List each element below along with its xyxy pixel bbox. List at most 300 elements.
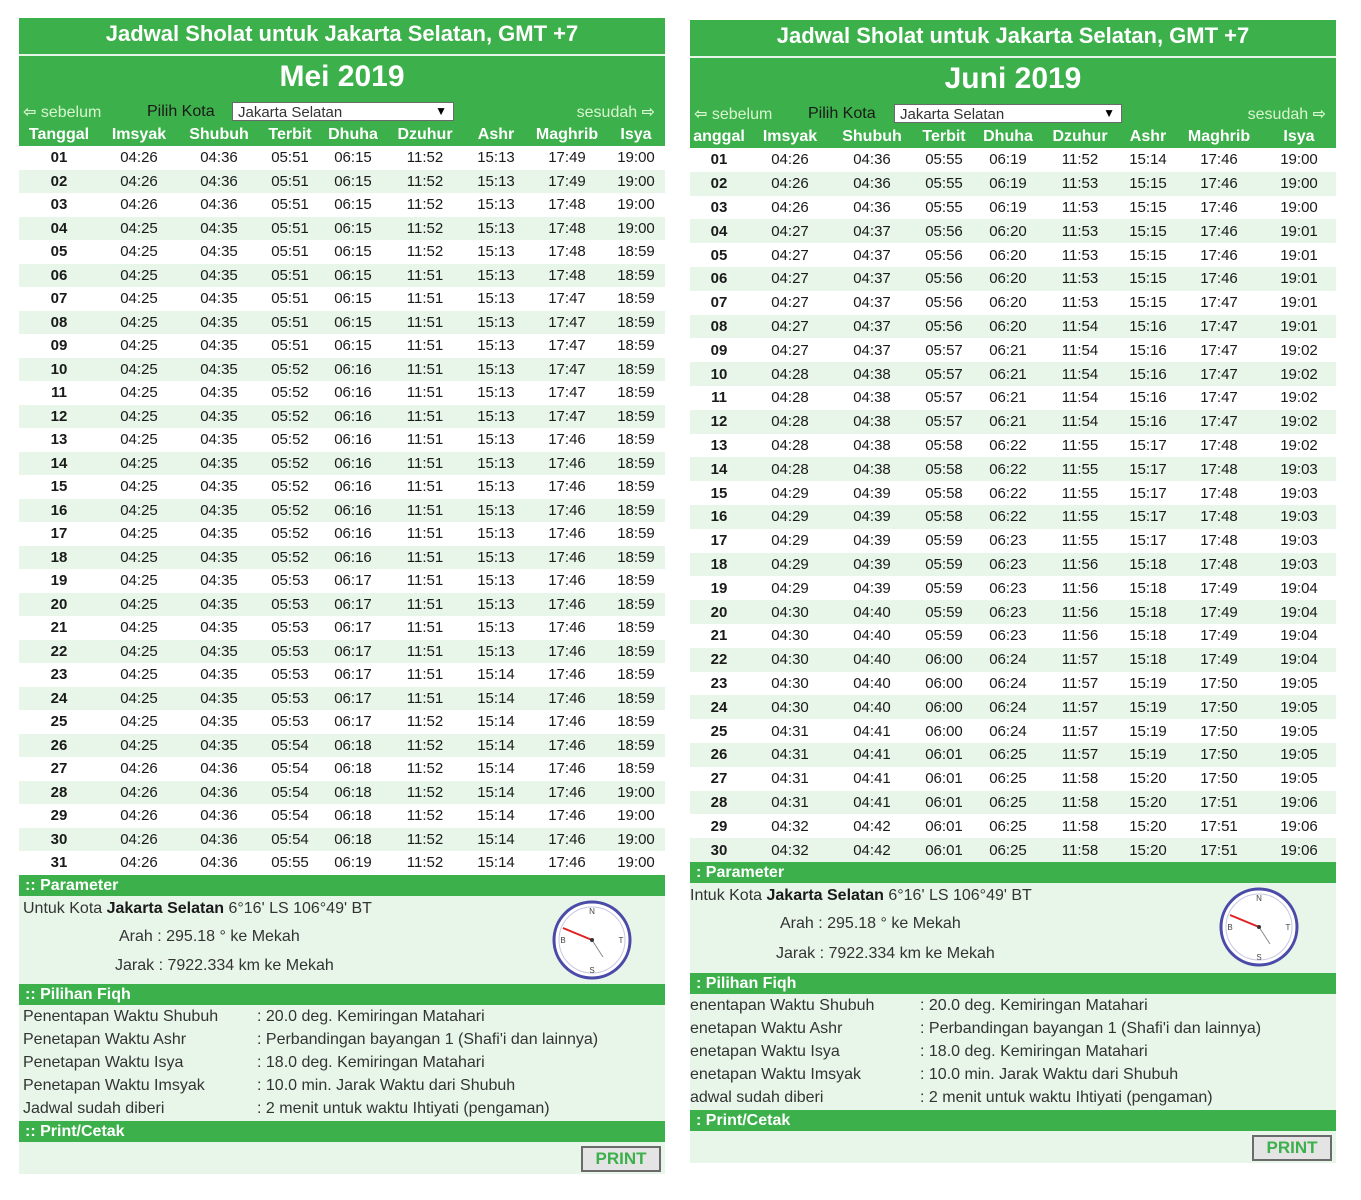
time-cell: 19:00	[1262, 148, 1336, 172]
time-cell: 06:20	[976, 267, 1040, 291]
time-cell: 04:36	[179, 146, 259, 170]
time-cell: 19:02	[1262, 362, 1336, 386]
time-cell: 18:59	[607, 757, 665, 781]
table-row	[690, 315, 1336, 339]
time-cell: 15:19	[1120, 695, 1176, 719]
table-row	[690, 791, 1336, 815]
time-cell: 18:59	[607, 428, 665, 452]
time-cell: 15:19	[1120, 743, 1176, 767]
time-cell: 04:28	[748, 386, 832, 410]
time-cell: 06:25	[976, 767, 1040, 791]
time-cell: 06:21	[976, 338, 1040, 362]
time-cell: 15:14	[1120, 148, 1176, 172]
time-cell: 17:46	[527, 616, 607, 640]
time-cell: 18:59	[607, 710, 665, 734]
table-row	[19, 311, 665, 335]
time-cell: 05:51	[259, 193, 321, 217]
time-cell: 04:29	[748, 481, 832, 505]
time-cell: 19:05	[1262, 719, 1336, 743]
time-cell: 11:53	[1040, 267, 1120, 291]
time-cell: 18:59	[607, 452, 665, 476]
time-cell: 11:51	[385, 569, 465, 593]
time-cell: 06:00	[912, 648, 976, 672]
time-cell: 04:25	[99, 287, 179, 311]
time-cell: 06:15	[321, 334, 385, 358]
fiqh-row	[690, 1017, 1261, 1040]
compass-icon	[1218, 886, 1300, 968]
time-cell: 05:53	[259, 663, 321, 687]
time-cell: 04:32	[748, 838, 832, 862]
time-cell: 17:49	[1176, 600, 1262, 624]
time-cell: 15:13	[465, 616, 527, 640]
time-cell: 04:40	[832, 695, 912, 719]
time-cell: 05:51	[259, 311, 321, 335]
column-header: anggal	[690, 126, 748, 148]
time-cell: 15:20	[1120, 814, 1176, 838]
time-cell: 11:51	[385, 616, 465, 640]
fiqh-value: : 20.0 deg. Kemiringan Matahari	[920, 996, 1148, 1014]
time-cell: 18:59	[607, 475, 665, 499]
time-cell: 15:14	[465, 781, 527, 805]
column-header: Isya	[607, 124, 665, 146]
time-cell: 05:55	[259, 851, 321, 875]
time-cell: 15:20	[1120, 838, 1176, 862]
pilih-kota-label: Pilih Kota	[147, 103, 215, 120]
time-cell: 15:18	[1120, 576, 1176, 600]
print-button[interactable]: PRINT	[581, 1146, 661, 1172]
time-cell: 17:49	[1176, 576, 1262, 600]
time-cell: 04:25	[99, 240, 179, 264]
time-cell: 15:13	[465, 381, 527, 405]
time-cell: 06:15	[321, 217, 385, 241]
column-header: Terbit	[912, 126, 976, 148]
time-cell: 17:46	[527, 593, 607, 617]
fiqh-value: : Perbandingan bayangan 1 (Shafi'i dan lainnya)	[257, 1030, 599, 1048]
time-cell: 17:51	[1176, 814, 1262, 838]
time-cell: 06:16	[321, 428, 385, 452]
time-cell: 15:19	[1120, 719, 1176, 743]
column-header: Ashr	[465, 124, 527, 146]
time-cell: 06:25	[976, 838, 1040, 862]
time-cell: 15:16	[1120, 362, 1176, 386]
time-cell: 04:26	[99, 757, 179, 781]
time-cell: 18:59	[607, 358, 665, 382]
time-cell: 05:57	[912, 386, 976, 410]
qibla-direction: Arah : 295.18 ° ke Mekah	[780, 914, 961, 932]
prev-label: sebelum	[40, 104, 102, 121]
day-cell: 12	[690, 410, 748, 434]
time-cell: 04:26	[99, 828, 179, 852]
time-cell: 17:47	[527, 287, 607, 311]
fiqh-value: : 18.0 deg. Kemiringan Matahari	[920, 1042, 1148, 1060]
fiqh-row	[23, 1074, 515, 1097]
table-row	[690, 600, 1336, 624]
nav-bar	[19, 100, 665, 124]
time-cell: 04:36	[179, 851, 259, 875]
time-cell: 06:16	[321, 381, 385, 405]
time-cell: 04:28	[748, 457, 832, 481]
time-cell: 04:40	[832, 600, 912, 624]
day-cell: 25	[19, 710, 99, 734]
time-cell: 04:26	[99, 804, 179, 828]
time-cell: 04:37	[832, 243, 912, 267]
time-cell: 04:25	[99, 405, 179, 429]
day-cell: 24	[690, 695, 748, 719]
time-cell: 06:18	[321, 757, 385, 781]
day-cell: 07	[19, 287, 99, 311]
time-cell: 18:59	[607, 593, 665, 617]
table-row	[19, 146, 665, 170]
time-cell: 06:18	[321, 828, 385, 852]
svg-text:B: B	[560, 935, 566, 945]
time-cell: 17:48	[1176, 481, 1262, 505]
table-row	[690, 576, 1336, 600]
time-cell: 11:52	[385, 193, 465, 217]
table-row	[19, 240, 665, 264]
time-cell: 11:55	[1040, 434, 1120, 458]
day-cell: 27	[19, 757, 99, 781]
time-cell: 17:49	[1176, 624, 1262, 648]
time-cell: 17:46	[1176, 243, 1262, 267]
schedule-panel-juni	[690, 20, 1336, 1163]
fiqh-label: enetapan Waktu Isya	[690, 1042, 840, 1060]
time-cell: 11:56	[1040, 576, 1120, 600]
day-cell: 14	[19, 452, 99, 476]
time-cell: 04:41	[832, 719, 912, 743]
left-arrow-icon: ⇦	[694, 106, 708, 123]
time-cell: 06:18	[321, 734, 385, 758]
time-cell: 17:46	[527, 499, 607, 523]
time-cell: 19:04	[1262, 576, 1336, 600]
time-cell: 04:35	[179, 452, 259, 476]
prayer-times-table	[19, 124, 665, 875]
time-cell: 17:46	[1176, 172, 1262, 196]
table-row	[19, 452, 665, 476]
prayer-times-table	[690, 126, 1336, 862]
time-cell: 05:54	[259, 804, 321, 828]
table-row	[19, 264, 665, 288]
time-cell: 04:35	[179, 640, 259, 664]
time-cell: 19:02	[1262, 338, 1336, 362]
time-cell: 19:00	[607, 170, 665, 194]
time-cell: 17:47	[1176, 338, 1262, 362]
time-cell: 18:59	[607, 287, 665, 311]
next-month-link[interactable]	[577, 102, 655, 122]
table-row	[690, 529, 1336, 553]
time-cell: 04:35	[179, 475, 259, 499]
time-cell: 17:46	[527, 475, 607, 499]
time-cell: 06:19	[321, 851, 385, 875]
city-info	[23, 900, 372, 918]
time-cell: 15:17	[1120, 434, 1176, 458]
time-cell: 19:03	[1262, 529, 1336, 553]
day-cell: 12	[19, 405, 99, 429]
city-select[interactable]	[232, 102, 454, 121]
time-cell: 04:36	[179, 170, 259, 194]
day-cell: 11	[690, 386, 748, 410]
time-cell: 05:59	[912, 576, 976, 600]
fiqh-label: Penentapan Waktu Shubuh	[23, 1007, 219, 1025]
time-cell: 17:46	[527, 522, 607, 546]
pilih-kota-label: Pilih Kota	[808, 105, 876, 122]
day-cell: 26	[19, 734, 99, 758]
time-cell: 05:52	[259, 522, 321, 546]
time-cell: 15:13	[465, 240, 527, 264]
time-cell: 11:57	[1040, 672, 1120, 696]
day-cell: 23	[19, 663, 99, 687]
time-cell: 04:25	[99, 546, 179, 570]
table-row	[690, 814, 1336, 838]
time-cell: 17:48	[1176, 457, 1262, 481]
time-cell: 18:59	[607, 522, 665, 546]
time-cell: 05:52	[259, 475, 321, 499]
time-cell: 11:54	[1040, 410, 1120, 434]
time-cell: 11:53	[1040, 243, 1120, 267]
time-cell: 05:59	[912, 624, 976, 648]
time-cell: 15:18	[1120, 648, 1176, 672]
day-cell: 13	[19, 428, 99, 452]
time-cell: 19:00	[607, 828, 665, 852]
table-row	[690, 196, 1336, 220]
prev-month-link[interactable]	[694, 104, 772, 124]
prev-month-link[interactable]	[23, 102, 101, 122]
time-cell: 04:32	[748, 814, 832, 838]
time-cell: 17:48	[527, 240, 607, 264]
time-cell: 11:57	[1040, 743, 1120, 767]
table-row	[690, 243, 1336, 267]
time-cell: 17:46	[527, 663, 607, 687]
time-cell: 04:25	[99, 358, 179, 382]
column-header: Isya	[1262, 126, 1336, 148]
time-cell: 04:35	[179, 240, 259, 264]
svg-text:N: N	[1256, 893, 1262, 903]
time-cell: 04:25	[99, 381, 179, 405]
day-cell: 19	[690, 576, 748, 600]
time-cell: 17:46	[527, 851, 607, 875]
time-cell: 17:48	[1176, 434, 1262, 458]
month-title: Mei 2019	[19, 56, 665, 100]
time-cell: 06:22	[976, 457, 1040, 481]
nav-bar	[690, 102, 1336, 126]
time-cell: 15:17	[1120, 529, 1176, 553]
time-cell: 06:15	[321, 170, 385, 194]
time-cell: 17:47	[527, 334, 607, 358]
day-cell: 30	[690, 838, 748, 862]
city-prefix: Intuk Kota	[690, 886, 763, 904]
time-cell: 17:48	[527, 264, 607, 288]
time-cell: 06:00	[912, 672, 976, 696]
parameter-header: : Parameter	[690, 862, 1336, 883]
time-cell: 17:46	[527, 569, 607, 593]
table-row	[19, 428, 665, 452]
time-cell: 11:57	[1040, 695, 1120, 719]
time-cell: 15:13	[465, 569, 527, 593]
table-row	[690, 434, 1336, 458]
time-cell: 05:58	[912, 457, 976, 481]
day-cell: 31	[19, 851, 99, 875]
day-cell: 01	[19, 146, 99, 170]
time-cell: 04:31	[748, 743, 832, 767]
qibla-distance: Jarak : 7922.334 km ke Mekah	[776, 944, 995, 962]
time-cell: 11:51	[385, 522, 465, 546]
time-cell: 17:46	[527, 710, 607, 734]
time-cell: 17:47	[1176, 410, 1262, 434]
print-header: : Print/Cetak	[690, 1110, 1336, 1131]
time-cell: 06:01	[912, 743, 976, 767]
time-cell: 11:52	[385, 146, 465, 170]
time-cell: 17:49	[527, 170, 607, 194]
time-cell: 15:13	[465, 405, 527, 429]
column-header: Imsyak	[99, 124, 179, 146]
time-cell: 06:23	[976, 553, 1040, 577]
time-cell: 04:27	[748, 338, 832, 362]
time-cell: 04:26	[99, 170, 179, 194]
time-cell: 04:36	[179, 193, 259, 217]
column-header: Imsyak	[748, 126, 832, 148]
fiqh-row	[23, 1097, 550, 1120]
month-title: Juni 2019	[690, 58, 1336, 102]
time-cell: 11:52	[385, 828, 465, 852]
time-cell: 18:59	[607, 264, 665, 288]
time-cell: 04:25	[99, 593, 179, 617]
time-cell: 06:15	[321, 287, 385, 311]
day-cell: 19	[19, 569, 99, 593]
time-cell: 06:16	[321, 452, 385, 476]
time-cell: 04:26	[99, 851, 179, 875]
time-cell: 17:46	[1176, 148, 1262, 172]
time-cell: 04:28	[748, 410, 832, 434]
time-cell: 04:35	[179, 428, 259, 452]
time-cell: 11:51	[385, 475, 465, 499]
time-cell: 15:17	[1120, 505, 1176, 529]
time-cell: 05:57	[912, 338, 976, 362]
dropdown-arrow-icon: ▼	[1103, 106, 1115, 120]
time-cell: 11:52	[1040, 148, 1120, 172]
right-arrow-icon: ⇨	[641, 104, 655, 121]
table-row	[690, 767, 1336, 791]
print-button[interactable]: PRINT	[1252, 1135, 1332, 1161]
time-cell: 19:00	[1262, 196, 1336, 220]
time-cell: 04:35	[179, 710, 259, 734]
time-cell: 18:59	[607, 569, 665, 593]
time-cell: 11:52	[385, 734, 465, 758]
fiqh-value: : 18.0 deg. Kemiringan Matahari	[257, 1053, 485, 1071]
time-cell: 15:13	[465, 593, 527, 617]
day-cell: 03	[19, 193, 99, 217]
table-row	[690, 457, 1336, 481]
time-cell: 04:40	[832, 624, 912, 648]
table-row	[690, 672, 1336, 696]
time-cell: 18:59	[607, 734, 665, 758]
day-cell: 24	[19, 687, 99, 711]
time-cell: 18:59	[607, 499, 665, 523]
time-cell: 19:02	[1262, 434, 1336, 458]
time-cell: 06:15	[321, 146, 385, 170]
time-cell: 11:52	[385, 851, 465, 875]
table-row	[19, 781, 665, 805]
time-cell: 17:47	[527, 405, 607, 429]
time-cell: 15:13	[465, 522, 527, 546]
time-cell: 11:54	[1040, 338, 1120, 362]
time-cell: 17:50	[1176, 743, 1262, 767]
fiqh-label: enetapan Waktu Imsyak	[690, 1065, 862, 1083]
time-cell: 04:25	[99, 616, 179, 640]
time-cell: 17:46	[527, 781, 607, 805]
time-cell: 06:23	[976, 529, 1040, 553]
time-cell: 04:39	[832, 529, 912, 553]
fiqh-label: Jadwal sudah diberi	[23, 1099, 165, 1117]
city-coords: 6°16' LS 106°49' BT	[228, 899, 372, 917]
next-month-link[interactable]	[1248, 104, 1326, 124]
time-cell: 18:59	[607, 640, 665, 664]
print-section	[19, 1142, 665, 1174]
time-cell: 15:15	[1120, 291, 1176, 315]
day-cell: 30	[19, 828, 99, 852]
time-cell: 19:06	[1262, 791, 1336, 815]
time-cell: 05:52	[259, 358, 321, 382]
time-cell: 11:58	[1040, 838, 1120, 862]
svg-text:S: S	[589, 965, 595, 975]
time-cell: 04:25	[99, 264, 179, 288]
time-cell: 19:00	[607, 781, 665, 805]
column-header: Terbit	[259, 124, 321, 146]
table-row	[690, 553, 1336, 577]
fiqh-row	[23, 1028, 598, 1051]
time-cell: 19:05	[1262, 743, 1336, 767]
time-cell: 17:46	[527, 757, 607, 781]
time-cell: 15:18	[1120, 600, 1176, 624]
time-cell: 19:06	[1262, 838, 1336, 862]
time-cell: 15:18	[1120, 624, 1176, 648]
time-cell: 06:20	[976, 243, 1040, 267]
time-cell: 04:30	[748, 648, 832, 672]
time-cell: 05:52	[259, 499, 321, 523]
time-cell: 19:03	[1262, 457, 1336, 481]
city-select[interactable]	[894, 104, 1122, 123]
table-row	[19, 499, 665, 523]
time-cell: 05:54	[259, 781, 321, 805]
time-cell: 17:46	[527, 734, 607, 758]
fiqh-section	[690, 994, 1336, 1110]
fiqh-label: enentapan Waktu Shubuh	[690, 996, 875, 1014]
time-cell: 04:36	[832, 172, 912, 196]
time-cell: 18:59	[607, 405, 665, 429]
time-cell: 15:13	[465, 146, 527, 170]
time-cell: 15:13	[465, 452, 527, 476]
page-title: Jadwal Sholat untuk Jakarta Selatan, GMT +7	[690, 20, 1336, 58]
time-cell: 17:50	[1176, 719, 1262, 743]
fiqh-label: Penetapan Waktu Isya	[23, 1053, 184, 1071]
time-cell: 06:17	[321, 663, 385, 687]
table-row	[690, 338, 1336, 362]
time-cell: 11:51	[385, 452, 465, 476]
time-cell: 05:51	[259, 170, 321, 194]
day-cell: 06	[19, 264, 99, 288]
table-row	[19, 358, 665, 382]
time-cell: 17:48	[527, 217, 607, 241]
day-cell: 03	[690, 196, 748, 220]
time-cell: 06:20	[976, 219, 1040, 243]
time-cell: 04:41	[832, 767, 912, 791]
city-prefix: Untuk Kota	[23, 899, 103, 917]
fiqh-label: Penetapan Waktu Imsyak	[23, 1076, 205, 1094]
time-cell: 18:59	[607, 381, 665, 405]
table-row	[19, 522, 665, 546]
time-cell: 04:39	[832, 481, 912, 505]
time-cell: 04:26	[99, 146, 179, 170]
time-cell: 05:53	[259, 616, 321, 640]
time-cell: 11:51	[385, 358, 465, 382]
